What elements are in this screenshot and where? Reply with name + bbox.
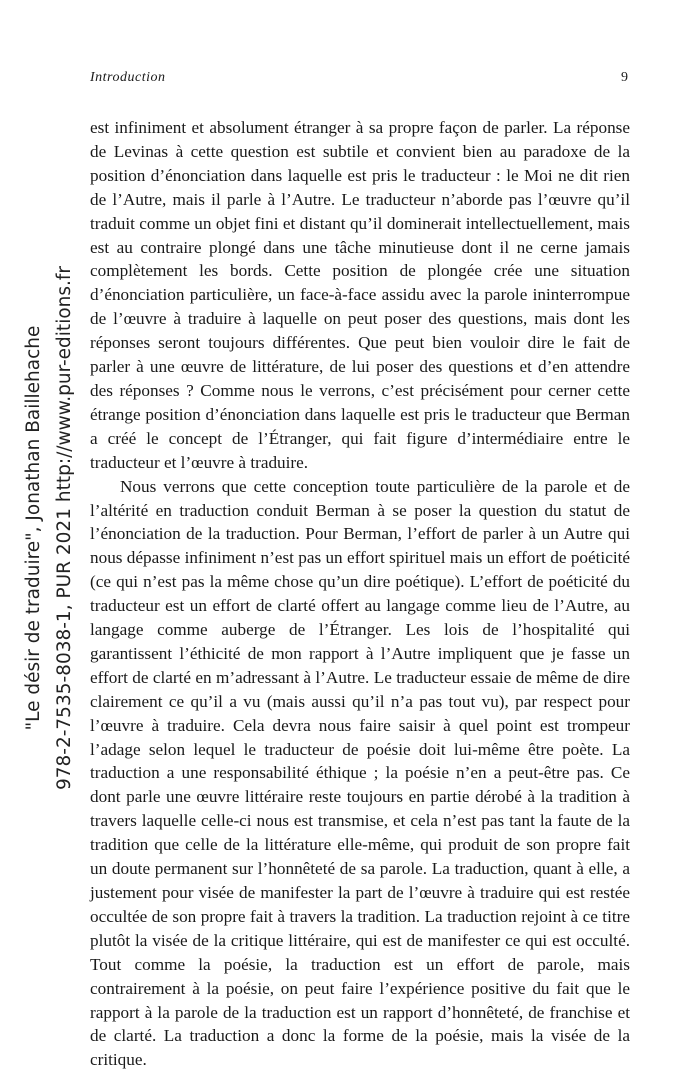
- page-number: 9: [621, 70, 628, 85]
- running-title: Introduction: [90, 70, 166, 85]
- watermark-isbn-line: 978-2-7535-8038-1, PUR 2021 http://www.pur-editions.fr: [54, 265, 75, 791]
- running-header: [90, 70, 628, 86]
- watermark-title-line: "Le désir de traduire", Jonathan Baillehache: [23, 325, 44, 731]
- paragraph-1: est infiniment et absolument étranger à sa propre façon de parler. La réponse de Levinas à cette question est subtile et convient bien au paradoxe de la position d’énonciation dans laquelle est pris le traducteur : le Moi ne dit rien de l’Autre, mais il parle à l’Autre. Le traducteur n’aborde pas l’œuvre qu’il traduit comme un objet fini et distant qu’il dominerait intellectuellement, mais est au contraire plongé dans une tâche minutieuse dont il ne cerne jamais complètement les bords. Cette position de plongée crée une situation d’énonciation particulière, un face-à-face assidu avec la parole ininterrompue de l’œuvre à traduire à laquelle on peut poser des questions, mais dont les réponses seront toujours différentes. Que peut bien vouloir dire le fait de parler à une œuvre de littérature, de lui poser des questions et d’en attendre des réponses ? Comme nous le verrons, c’est précisément pour cerner cette étrange position d’énonciation dans laquelle est pris le traducteur que Berman a créé le concept de l’Étranger, qui fait figure d’intermédiaire entre le traducteur et l’œuvre à traduire.: [90, 118, 630, 472]
- body-text: [90, 116, 630, 1072]
- paragraph-2: Nous verrons que cette conception toute particulière de la parole et de l’altérité en traduction conduit Berman à se poser la question du statut de l’énonciation de la traduction. Pour Berman, l’effort de parler à un Autre qui nous dépasse infiniment n’est pas un effort spirituel mais un effort de poéticité (ce qui n’est pas la même chose qu’un dire poétique). L’effort de poéticité du traducteur est un effort de clarté offert au langage comme lieu de l’Autre, au langage comme auberge de l’Étranger. Les lois de l’hospitalité qui garantissent l’éthicité de mon rapport à l’Autre impliquent que je fasse un effort de clarté en m’adressant à l’Autre. Le traducteur essaie de même de dire clairement ce qu’il a vu (mais aussi qu’il n’a pas tout vu), par respect pour l’œuvre à traduire. Cela devra nous faire saisir à quel point est trompeur l’adage selon lequel le traducteur de poésie doit lui-même être poète. La traduction a une responsabilité éthique ; la poésie n’en a peut-être pas. Ce dont parle une œuvre littéraire reste toujours en partie dérobé à la tradition à travers laquelle celle-ci nous est transmise, et cela n’est pas tant la faute de la tradition que celle de la littérature elle-même, qui produit de son propre fait un doute permanent sur l’honnêteté de sa parole. La traduction, quant à elle, a justement pour visée de manifester la part de l’œuvre à traduire qui est restée occultée de son propre fait à travers la tradition. La traduction rejoint à ce titre plutôt la visée de la critique littéraire, qui est de manifester ce qui est occulté. Tout comme la poésie, la traduction est un effort de parole, mais contrairement à la poésie, on peut faire l’expérience positive du fait que le rapport à la parole de la traduction est un rapport d’honnêteté, de franchise et de clarté. La traduction a donc la forme de la poésie, mais la visée de la critique.: [90, 476, 630, 1070]
- copyright-watermark: [14, 118, 84, 938]
